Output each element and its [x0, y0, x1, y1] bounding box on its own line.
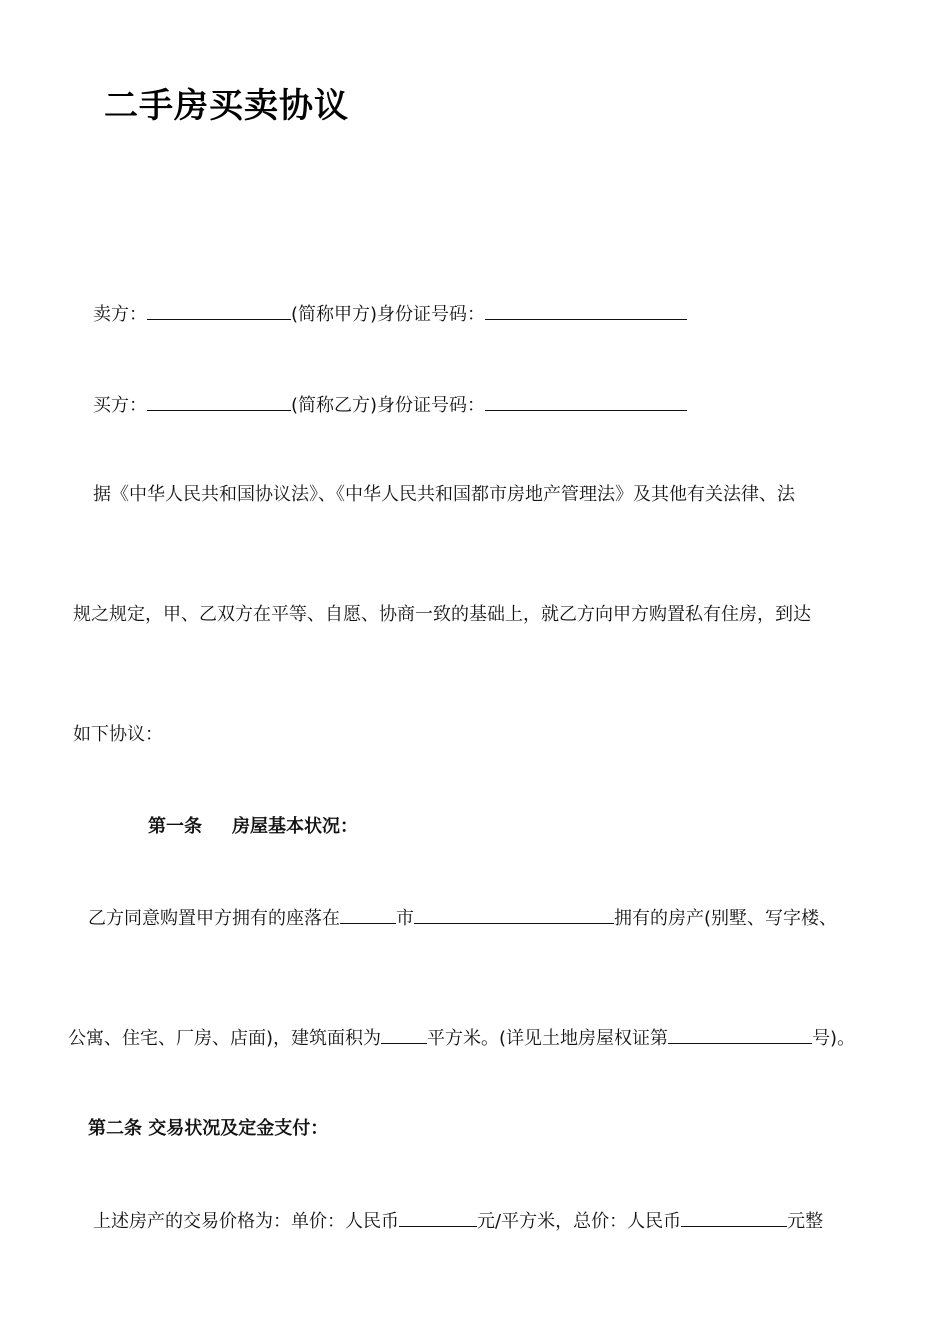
article-1-text-f: 号)。 [812, 1028, 856, 1049]
article-2-heading: 第二条 交易状况及定金支付： [88, 1118, 329, 1139]
unit-price-blank [399, 1208, 477, 1227]
seller-id-blank [485, 301, 687, 320]
certificate-number-blank [668, 1025, 812, 1044]
article-1-text-d: 公寓、住宅、厂房、店面)，建筑面积为 [68, 1028, 382, 1049]
address-blank [414, 905, 614, 924]
article-1-text-a: 乙方同意购置甲方拥有的座落在 [88, 908, 340, 929]
article-1-text-c: 拥有的房产(别墅、写字楼、 [614, 908, 838, 929]
seller-label: 卖方： [93, 304, 147, 325]
total-price-blank [681, 1208, 787, 1227]
article-2-text-a: 上述房产的交易价格为：单价：人民币 [93, 1211, 399, 1232]
article-1-text-b: 市 [396, 908, 414, 929]
preamble-line-3: 如下协议： [73, 724, 163, 745]
buyer-line [93, 392, 687, 418]
article-2-text-c: 元整 [787, 1211, 824, 1232]
article-1-line-1 [88, 905, 837, 931]
article-1-line-2 [68, 1025, 855, 1051]
buyer-id-blank [485, 392, 687, 411]
city-blank [340, 905, 396, 924]
seller-abbr-label: (简称甲方)身份证号码： [291, 304, 486, 325]
article-1-title: 房屋基本状况： [232, 816, 358, 837]
buyer-abbr-label: (简称乙方)身份证号码： [291, 395, 486, 416]
document-title: 二手房买卖协议 [104, 86, 349, 126]
seller-line [93, 301, 687, 327]
article-1-heading [148, 815, 358, 839]
area-blank [381, 1025, 427, 1044]
buyer-label: 买方： [93, 395, 147, 416]
preamble-line-1: 据《中华人民共和国协议法》、《中华人民共和国都市房地产管理法》及其他有关法律、法 [93, 484, 795, 505]
buyer-name-blank [147, 392, 291, 411]
seller-name-blank [147, 301, 291, 320]
preamble-line-2: 规之规定，甲、乙双方在平等、自愿、协商一致的基础上，就乙方向甲方购置私有住房，到达 [73, 604, 811, 625]
article-1-number: 第一条 [148, 816, 202, 837]
article-2-line-1 [93, 1208, 823, 1234]
article-1-text-e: 平方米。(详见土地房屋权证第 [427, 1028, 669, 1049]
article-2-text-b: 元/平方米，总价：人民币 [477, 1211, 682, 1232]
